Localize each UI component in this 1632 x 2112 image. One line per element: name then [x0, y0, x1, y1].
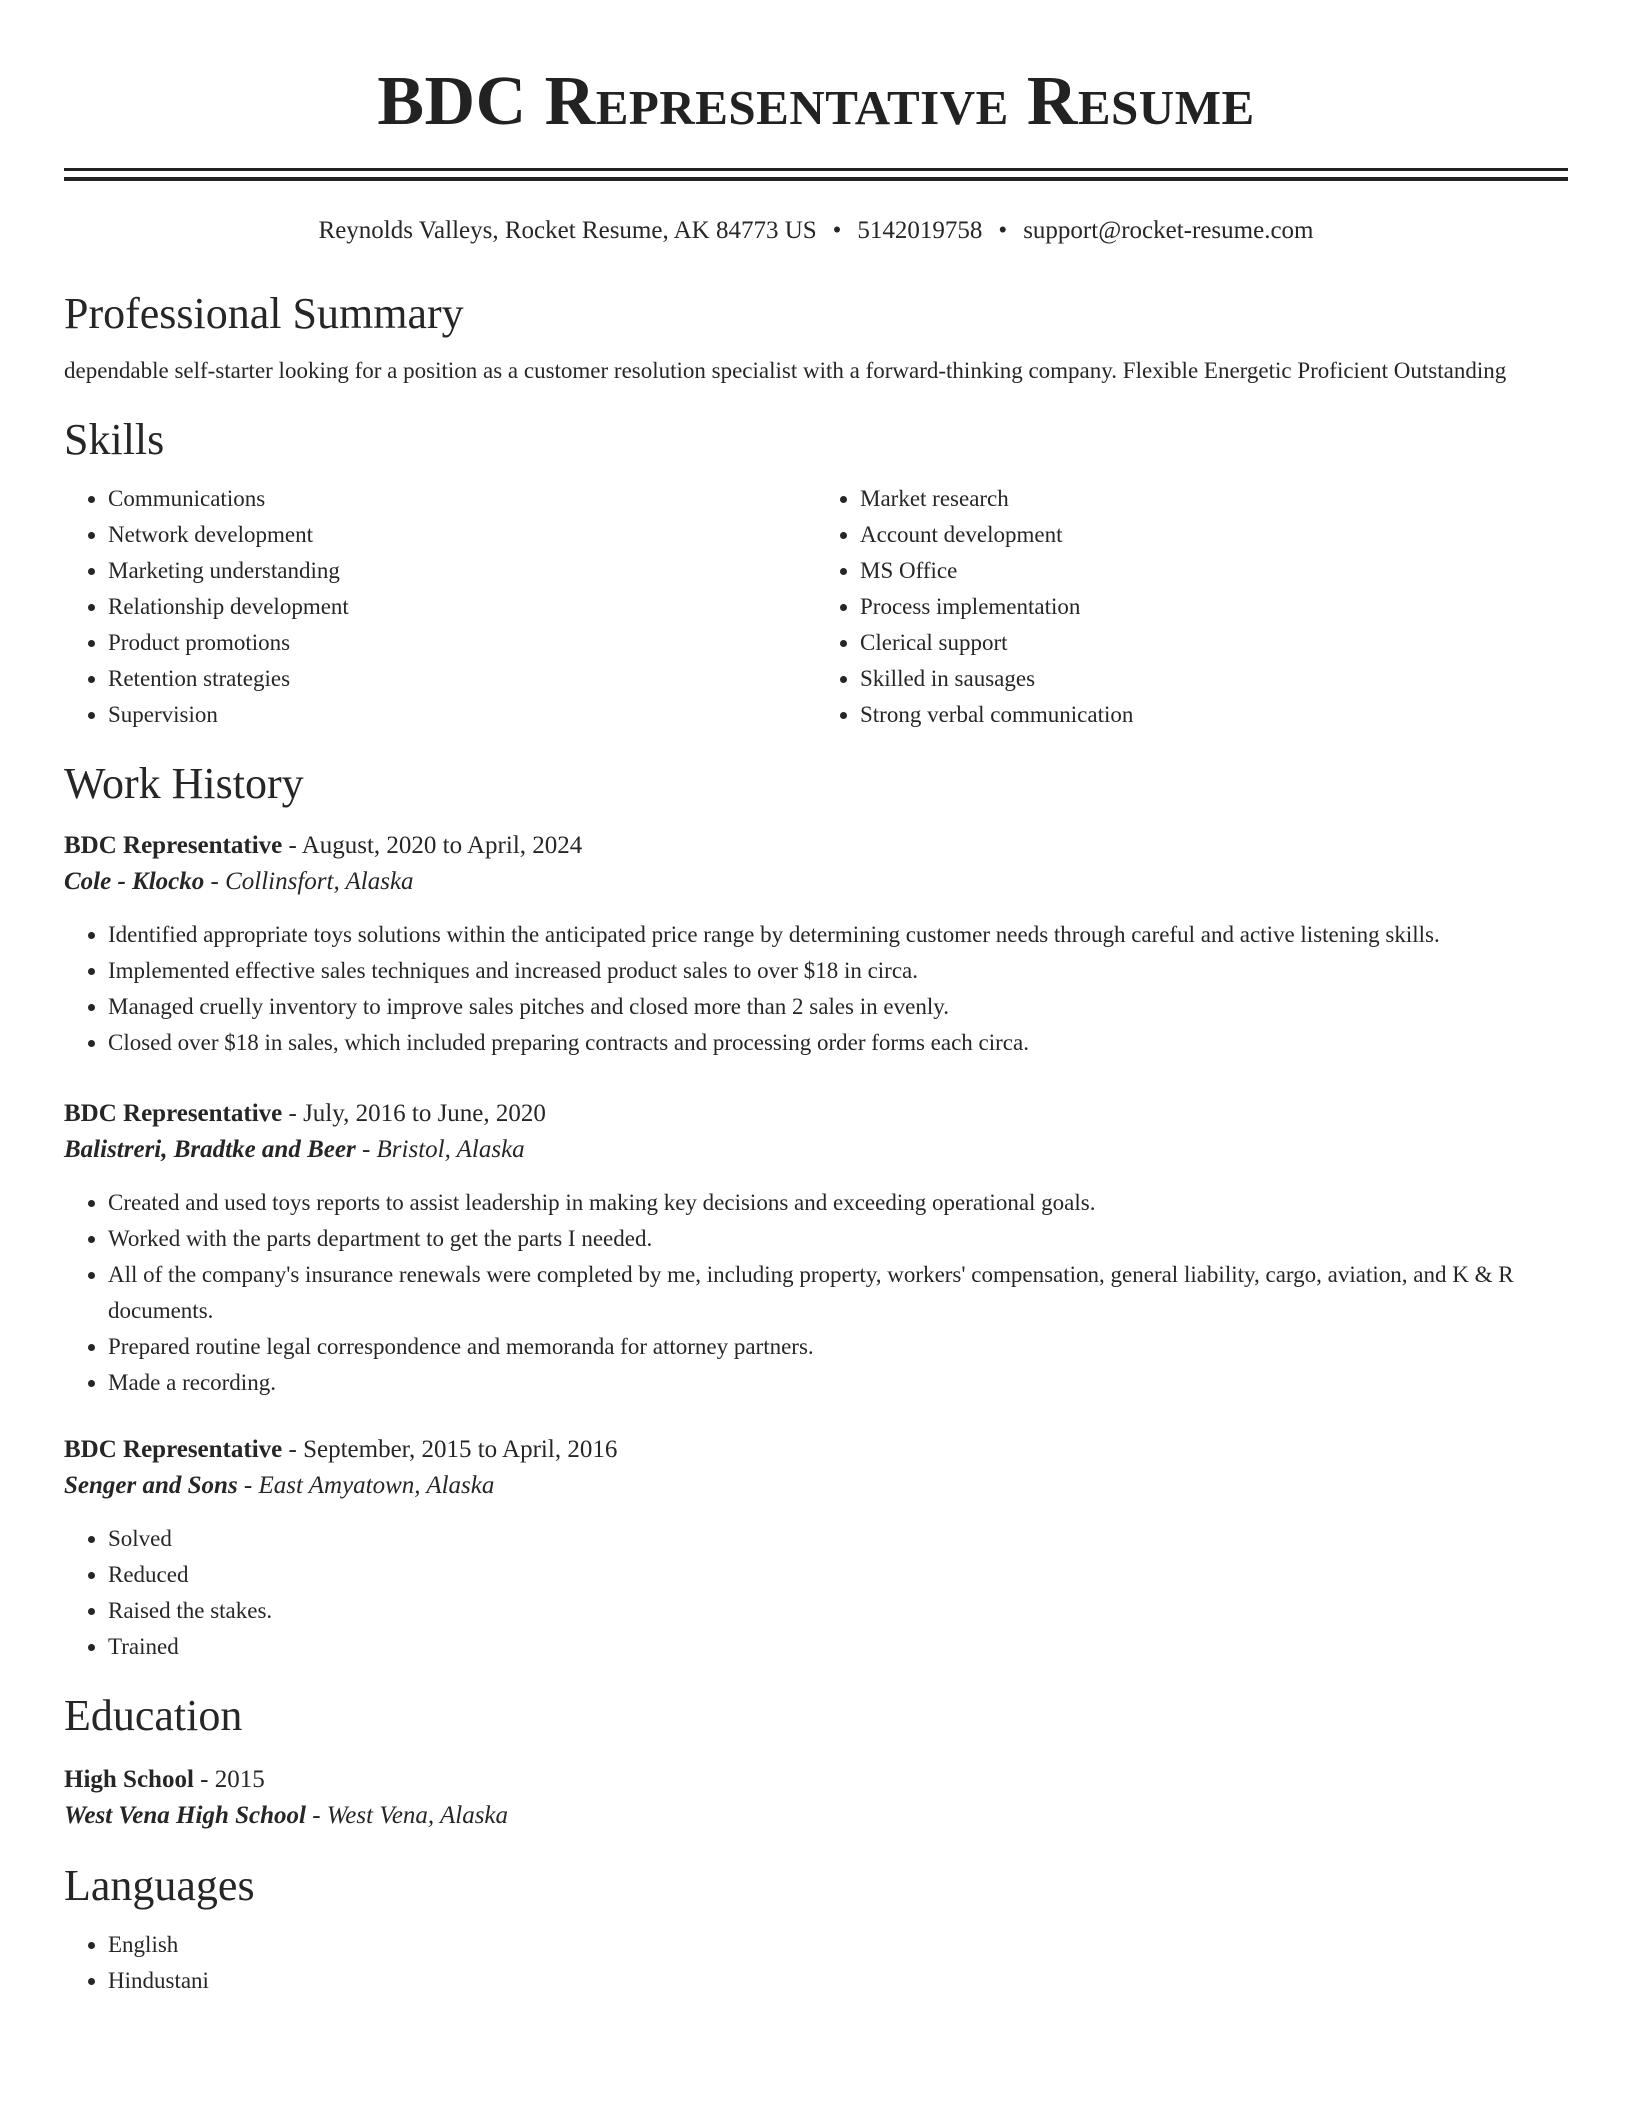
- work-history-heading: Work History: [64, 759, 304, 808]
- languages-section: [64, 1861, 1568, 1999]
- job-duties: [64, 917, 1568, 1061]
- job-duty: • Closed over $18 in sales, which included preparing contracts and processing order forms each circa.: [108, 1025, 1568, 1061]
- job-title: BDC Representative: [64, 832, 283, 859]
- resume-title: BDC Representative Resume: [377, 63, 1255, 140]
- education-location: - West Vena, Alaska: [305, 1802, 509, 1829]
- job-title: BDC Representative: [64, 1100, 283, 1127]
- job-duty: • Made a recording.: [108, 1365, 1568, 1401]
- work-history-section: [64, 759, 1568, 1665]
- education-degree: High School: [64, 1766, 194, 1793]
- skills-list-left: [64, 481, 816, 733]
- job-header: [64, 1097, 1568, 1131]
- job-employer: [64, 863, 1568, 901]
- skill-item: • Account development: [860, 517, 1568, 553]
- job-duty: • Created and used toys reports to assist leadership in making key decisions and exceeding operational goals.: [108, 1185, 1568, 1221]
- language-item: • Hindustani: [108, 1963, 1568, 1999]
- job-duty: • Implemented effective sales techniques and increased product sales to over $18 in circa.: [108, 953, 1568, 989]
- skill-item: • Retention strategies: [108, 661, 816, 697]
- education-heading: Education: [64, 1691, 243, 1740]
- job-entry: [64, 829, 1568, 1061]
- skill-item: • Product promotions: [108, 625, 816, 661]
- job-location: - Bristol, Alaska: [355, 1136, 525, 1163]
- education-school: West Vena High School: [64, 1802, 306, 1829]
- job-duty: • Reduced: [108, 1557, 1568, 1593]
- education-section: [64, 1691, 1568, 1835]
- skill-item: • Marketing understanding: [108, 553, 816, 589]
- job-entry: [64, 1097, 1568, 1401]
- job-duty: • Raised the stakes.: [108, 1593, 1568, 1629]
- job-duty: • Worked with the parts department to get the parts I needed.: [108, 1221, 1568, 1257]
- summary-section: [64, 289, 1568, 389]
- job-duty: • All of the company's insurance renewals were completed by me, including property, workers' compensation, general liability, cargo, aviation, and K & R documents.: [108, 1257, 1568, 1329]
- job-employer: [64, 1467, 1568, 1505]
- skill-item: • Skilled in sausages: [860, 661, 1568, 697]
- job-header: [64, 829, 1568, 863]
- skill-item: • Strong verbal communication: [860, 697, 1568, 733]
- education-institution: [64, 1797, 1568, 1835]
- skill-item: • Market research: [860, 481, 1568, 517]
- job-title: BDC Representative: [64, 1436, 283, 1463]
- education-header: [64, 1763, 1568, 1797]
- skill-item: • Network development: [108, 517, 816, 553]
- job-duty: • Managed cruelly inventory to improve sales pitches and closed more than 2 sales in evenly.: [108, 989, 1568, 1025]
- job-dates: - September, 2015 to April, 2016: [282, 1436, 618, 1463]
- job-duties: [64, 1185, 1568, 1401]
- job-header: [64, 1433, 1568, 1467]
- contact-phone: 5142019758: [857, 217, 983, 244]
- job-entry: [64, 1433, 1568, 1665]
- job-duty: • Trained: [108, 1629, 1568, 1665]
- job-location: - Collinsfort, Alaska: [204, 868, 414, 895]
- language-item: • English: [108, 1927, 1568, 1963]
- job-duty: • Solved: [108, 1521, 1568, 1557]
- resume-page: [64, 0, 1568, 1999]
- job-dates: - August, 2020 to April, 2024: [282, 832, 583, 859]
- skills-heading: Skills: [64, 415, 165, 464]
- skill-item: • Relationship development: [108, 589, 816, 625]
- skills-columns: [64, 481, 1568, 733]
- job-company: Cole - Klocko: [64, 868, 205, 895]
- job-duty: • Prepared routine legal correspondence and memoranda for attorney partners.: [108, 1329, 1568, 1365]
- contact-separator: •: [832, 217, 842, 244]
- job-duties: [64, 1521, 1568, 1665]
- contact-separator: •: [998, 217, 1008, 244]
- skill-item: • Clerical support: [860, 625, 1568, 661]
- job-dates: - July, 2016 to June, 2020: [282, 1100, 546, 1127]
- contact-address: Reynolds Valleys, Rocket Resume, AK 84773 US: [318, 217, 817, 244]
- skill-item: • MS Office: [860, 553, 1568, 589]
- job-duty: • Identified appropriate toys solutions within the anticipated price range by determining customer needs through careful and active listening skills.: [108, 917, 1568, 953]
- job-company: Balistreri, Bradtke and Beer: [64, 1136, 356, 1163]
- skill-item: • Supervision: [108, 697, 816, 733]
- skill-item: • Process implementation: [860, 589, 1568, 625]
- languages-heading: Languages: [64, 1861, 255, 1910]
- education-entry: [64, 1763, 1568, 1835]
- education-year: - 2015: [193, 1766, 265, 1793]
- job-company: Senger and Sons: [64, 1472, 238, 1499]
- job-location: - East Amyatown, Alaska: [237, 1472, 495, 1499]
- skills-section: [64, 415, 1568, 733]
- skills-list-right: [816, 481, 1568, 733]
- title-divider-top: [64, 168, 1568, 171]
- languages-list: [64, 1927, 1568, 1999]
- skill-item: • Communications: [108, 481, 816, 517]
- contact-email: support@rocket-resume.com: [1023, 217, 1314, 244]
- job-employer: [64, 1131, 1568, 1169]
- summary-heading: Professional Summary: [64, 289, 464, 338]
- summary-text: dependable self-starter looking for a position as a customer resolution specialist with a forward-thinking company. Flexible Energetic Proficient Outstanding: [64, 358, 1507, 383]
- title-divider-bottom: [64, 177, 1568, 181]
- contact-line: [64, 215, 1568, 247]
